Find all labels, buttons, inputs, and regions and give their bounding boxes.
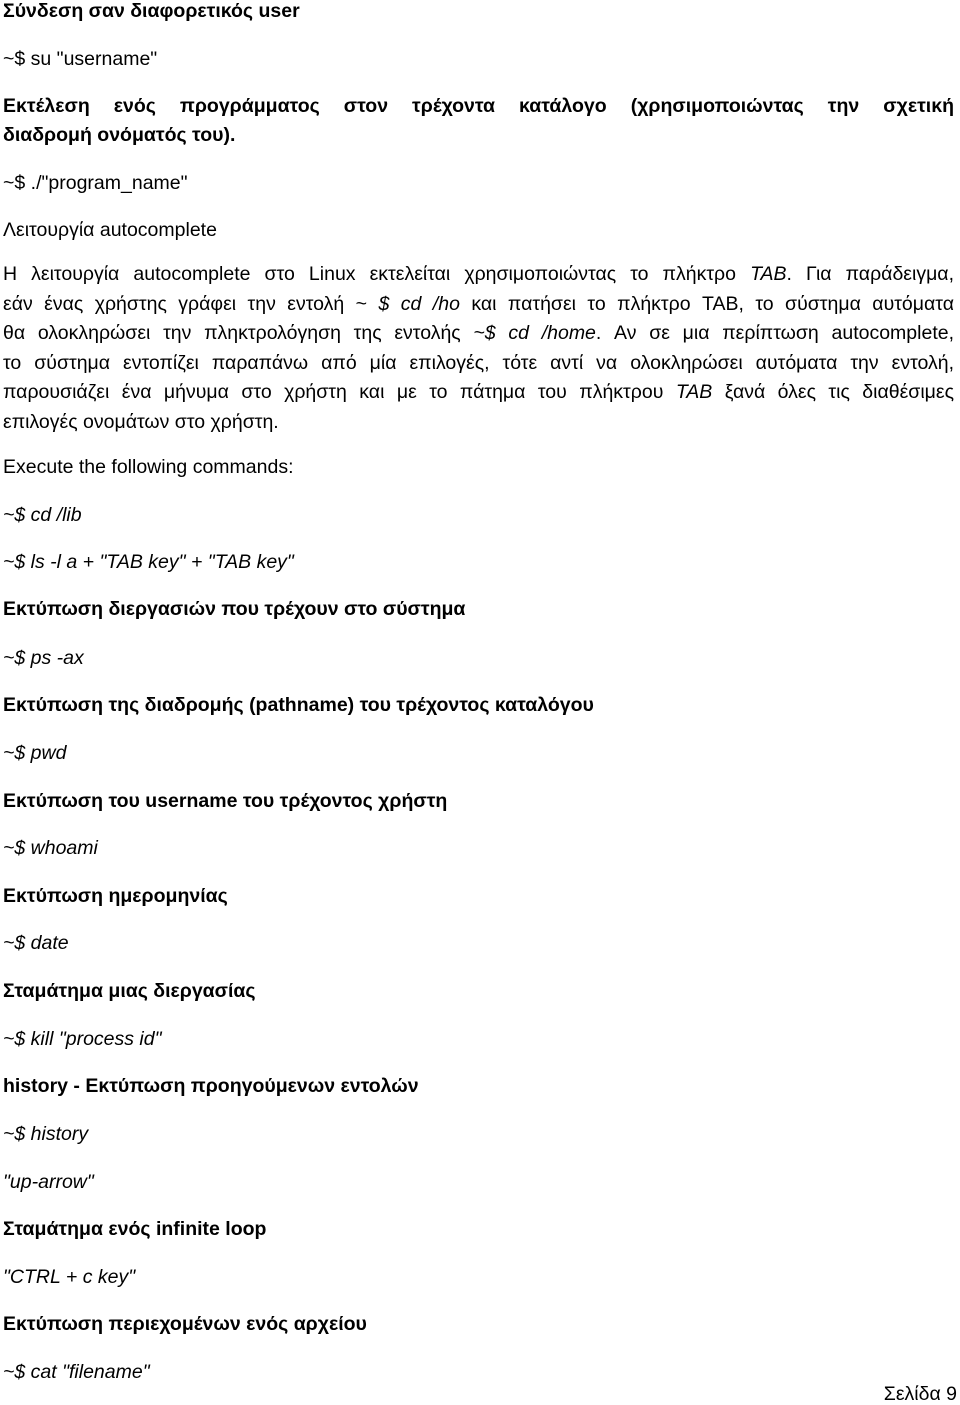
processes-heading: Εκτύπωση διεργασιών που τρέχουν στο σύστημα: [3, 598, 466, 620]
paragraph-line: επιλογές ονομάτων στο χρήστη.: [3, 410, 279, 433]
history-heading: history - Εκτύπωση προηγούμενων εντολών: [3, 1075, 419, 1097]
pwd-command: ~$ pwd: [3, 742, 67, 764]
infinite-loop-heading: Σταμάτημα ενός infinite loop: [3, 1218, 267, 1240]
switch-user-command: ~$ su "username": [3, 48, 158, 70]
kill-heading: Σταμάτημα μιας διεργασίας: [3, 980, 256, 1002]
paragraph-line: θα ολοκληρώσει την πληκτρολόγηση της εντολής ~$ cd /home. Αν σε μια περίπτωση autocomplete,: [3, 322, 954, 344]
ctrl-c-key: "CTRL + c key": [3, 1266, 136, 1288]
autocomplete-heading: Λειτουργία autocomplete: [3, 219, 217, 241]
switch-user-heading: Σύνδεση σαν διαφορετικός user: [3, 0, 300, 22]
username-heading: Εκτύπωση του username του τρέχοντος χρήστη: [3, 790, 448, 812]
execute-following-label: Execute the following commands:: [3, 456, 294, 478]
cat-command: ~$ cat "filename": [3, 1361, 150, 1383]
cat-heading: Εκτύπωση περιεχομένων ενός αρχείου: [3, 1313, 367, 1335]
history-command: ~$ history: [3, 1123, 89, 1145]
date-heading: Εκτύπωση ημερομηνίας: [3, 885, 228, 907]
whoami-command: ~$ whoami: [3, 837, 98, 859]
autocomplete-paragraph: [3, 260, 954, 437]
pathname-heading: Εκτύπωση της διαδρομής (pathname) του τρέχοντος καταλόγου: [3, 694, 594, 716]
kill-command: ~$ kill "process id": [3, 1028, 162, 1050]
cd-lib-command: ~$ cd /lib: [3, 504, 82, 526]
ps-command: ~$ ps -ax: [3, 647, 84, 669]
date-command: ~$ date: [3, 932, 69, 954]
run-program-command: ~$ ./"program_name": [3, 172, 188, 194]
page-number: Σελίδα 9: [883, 1383, 957, 1405]
run-program-heading-line2: διαδρομή ονόματός του).: [3, 124, 236, 146]
paragraph-line: παρουσιάζει ένα μήνυμα στο χρήστη και με το πάτημα του πλήκτρου TAB ξανά όλες τις διαθέσιμες: [3, 381, 954, 403]
paragraph-line: εάν ένας χρήστης γράφει την εντολή ~ $ cd /ho και πατήσει το πλήκτρο TAB, το σύστημα αυτόματα: [3, 292, 954, 315]
ls-tab-command: ~$ ls -l a + "TAB key" + "TAB key": [3, 551, 294, 573]
paragraph-line: Η λειτουργία autocomplete στο Linux εκτελείται χρησιμοποιώντας το πλήκτρο TAB. Για παράδειγμα,: [3, 263, 954, 285]
run-program-heading-line1: Εκτέλεση ενός προγράμματος στον τρέχοντα κατάλογο (χρησιμοποιώντας την σχετική: [3, 95, 954, 117]
up-arrow-key: "up-arrow": [3, 1171, 94, 1193]
paragraph-line: το σύστημα εντοπίζει παραπάνω από μία επιλογές, τότε αντί να ολοκληρώσει αυτόματα την εντολή,: [3, 351, 954, 374]
